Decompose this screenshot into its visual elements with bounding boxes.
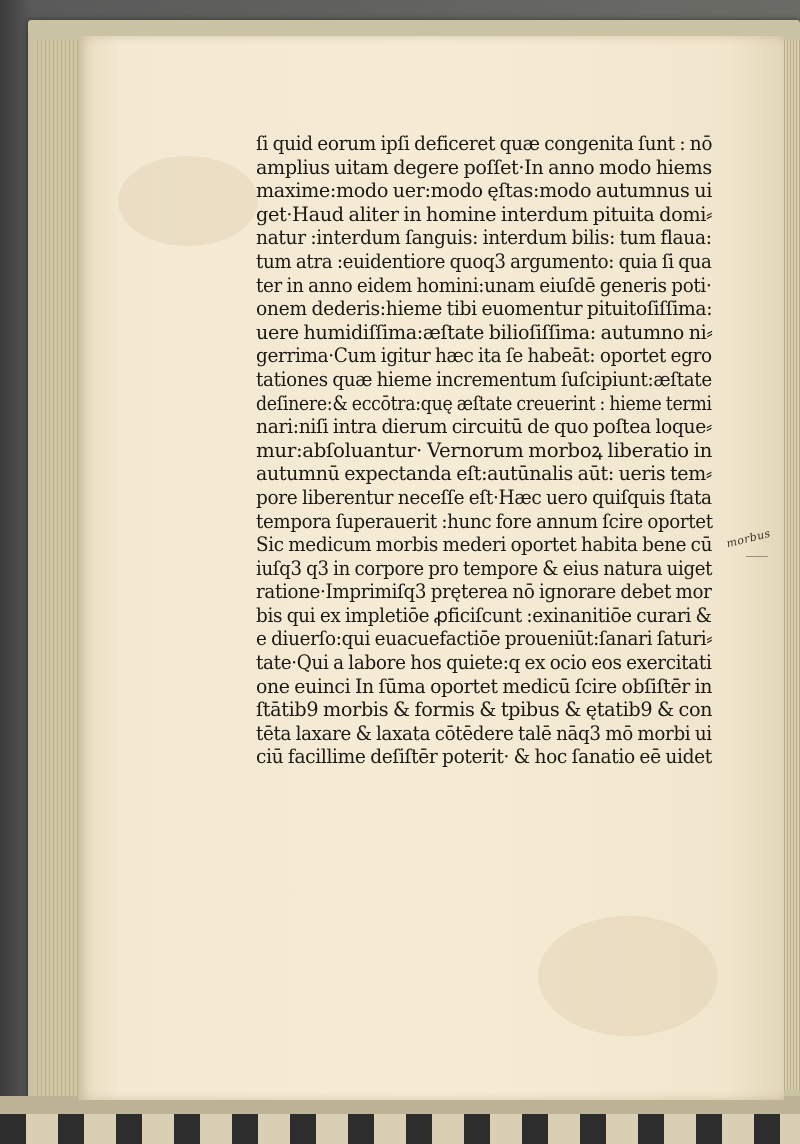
page-stain — [118, 156, 258, 246]
text-line: gerrima·Cum igitur hæc ita ſe habeāt: oportet egro — [256, 344, 712, 368]
text-line: get·Haud aliter in homine interdum pituita domi⸗ — [256, 202, 713, 226]
text-line: ciū facillime deſiſtēr poterit· & hoc ſanatio eē uidet — [256, 745, 712, 769]
text-line: mur:abſoluantur· Vernorum morboꝝ liberatio in — [256, 438, 713, 462]
text-line: tēta laxare & laxata cōtēdere talē nāq3 mō morbi ui — [256, 721, 712, 745]
text-line: e diuerſo:qui euacuefactiōe proueniūt:ſanari ſaturi⸗ — [256, 627, 713, 651]
text-line: iuſq3 q3 in corpore pro tempore & eius natura uiget — [256, 556, 713, 580]
pencil-mark — [746, 556, 768, 557]
page-stain — [538, 916, 718, 1036]
text-line: nari:niſi intra dierum circuitū de quo poſtea loque⸗ — [256, 415, 712, 439]
text-line: one euinci In ſūma oportet medicū ſcire obſiſtēr in — [256, 674, 713, 698]
text-line: pore liberentur neceſſe eſt·Hæc uero quiſquis ſtata — [256, 485, 712, 509]
incunable-text-block — [256, 132, 716, 769]
text-line: Sic medicum morbis mederi oportet habita bene cū — [256, 533, 713, 557]
text-line: tationes quæ hieme incrementum ſuſcipiunt:æſtate — [256, 367, 712, 391]
text-line: ſtātib9 morbis & formis & tpibus & ętatib9 & con — [256, 698, 713, 722]
page-edges-right — [782, 40, 800, 1090]
text-line: amplius uitam degere poſſet·In anno modo hiems — [256, 155, 712, 179]
text-line: natur :interdum ſanguis: interdum bilis: tum flaua: — [256, 226, 712, 250]
text-line: tate·Qui a labore hos quiete:q ex ocio eos exercitati — [256, 651, 712, 675]
text-line: onem dederis:hieme tibi euomentur pituitoſiſſima: — [256, 297, 713, 321]
text-line: deſinere:& eccōtra:quę æſtate creuerint : hieme termi — [256, 391, 712, 415]
text-line: autumnū expectanda eſt:autūnalis aūt: ueris tem⸗ — [256, 462, 712, 486]
text-line: bis qui ex impletiōe ꝓficiſcunt :exinanitiōe curari & — [256, 603, 712, 627]
text-line: maxime:modo uer:modo ęſtas:modo autumnus ui — [256, 179, 713, 203]
text-line: ratione·Imprimiſq3 pręterea nō ignorare debet mor — [256, 580, 712, 604]
text-line: tempora ſuperauerit :hunc fore annum ſcire oportet — [256, 509, 713, 533]
text-line: uere humidiſſima:æſtate bilioſiſſima: autumno ni⸗ — [256, 320, 713, 344]
text-line: ter in anno eidem homini:unam eiuſdē generis poti· — [256, 273, 712, 297]
text-line: ſi quid eorum ipſi deficeret quæ congenita ſunt : nō — [256, 132, 713, 155]
page-edges-left — [34, 40, 84, 1100]
text-line: tum atra :euidentiore quoq3 argumento: quia ſi qua — [256, 249, 712, 273]
marginal-annotation: morbus — [725, 526, 772, 551]
